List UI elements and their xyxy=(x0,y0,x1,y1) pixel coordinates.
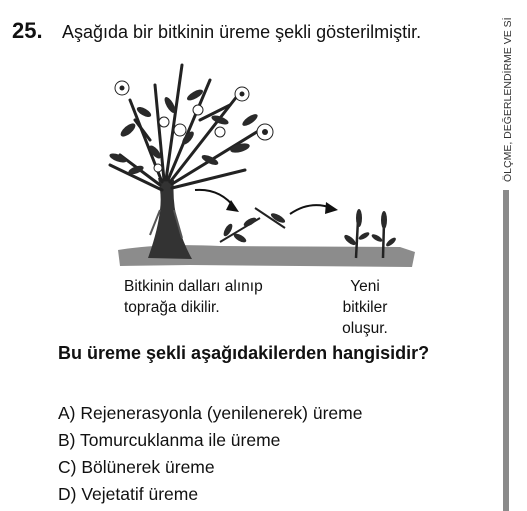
option-letter: A) xyxy=(58,403,76,423)
option-c[interactable] xyxy=(58,454,362,481)
answer-options xyxy=(58,400,362,508)
option-text: Bölünerek üreme xyxy=(81,457,215,477)
plant-illustration xyxy=(100,60,430,280)
side-label-text: ÖLÇME, DEĞERLENDİRME VE Sİ xyxy=(502,17,514,182)
caption-left xyxy=(124,276,263,318)
side-label xyxy=(493,0,523,185)
caption-left-line-2: toprağa dikilir. xyxy=(124,299,220,316)
option-text: Rejenerasyonla (yenilenerek) üreme xyxy=(80,403,363,423)
question-prompt: Bu üreme şekli aşağıdakilerden hangisidir? xyxy=(58,343,430,363)
option-b[interactable] xyxy=(58,427,362,454)
option-letter: C) xyxy=(58,457,77,477)
option-letter: D) xyxy=(58,484,77,504)
question-number: 25. xyxy=(12,18,43,43)
option-text: Vejetatif üreme xyxy=(81,484,199,504)
question-stem: Aşağıda bir bitkinin üreme şekli gösterilmiştir. xyxy=(62,22,422,42)
option-a[interactable] xyxy=(58,400,362,427)
caption-right xyxy=(327,276,403,339)
option-letter: B) xyxy=(58,430,76,450)
tree-trunk xyxy=(148,178,192,259)
caption-right-line-1: Yeni bitkiler xyxy=(342,278,388,316)
option-d[interactable] xyxy=(58,481,362,508)
option-text: Tomurcuklanma ile üreme xyxy=(80,430,281,450)
caption-right-line-2: oluşur. xyxy=(342,320,388,337)
caption-left-line-1: Bitkinin dalları alınıp xyxy=(124,278,263,295)
side-rule xyxy=(503,190,509,511)
